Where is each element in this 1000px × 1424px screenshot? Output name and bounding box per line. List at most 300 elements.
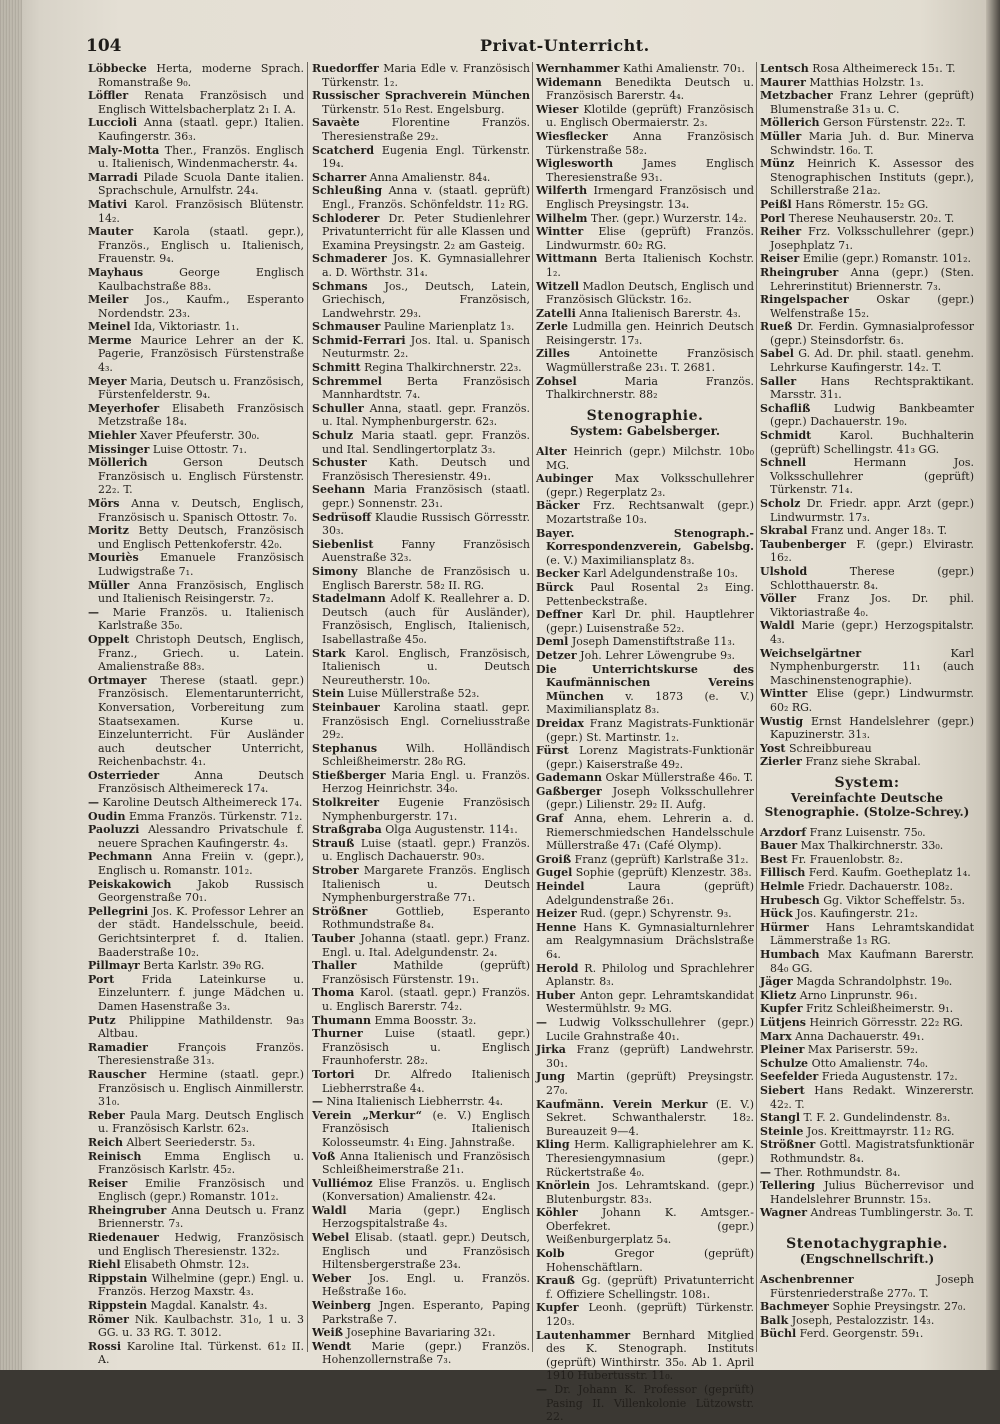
entry-name: Tortori	[312, 1067, 355, 1081]
directory-entry	[536, 921, 754, 962]
directory-entry	[760, 538, 974, 565]
directory-entry	[312, 701, 530, 742]
entry-details: Hans K. Gymnasialturnlehrer am Realgymnasium Drächslstraße 6₄.	[546, 920, 754, 961]
entry-name: Yost	[760, 741, 786, 755]
directory-entry	[312, 796, 530, 823]
directory-entry	[88, 823, 304, 850]
directory-entry	[760, 266, 974, 293]
directory-entry	[760, 894, 974, 908]
entry-name: Widemann	[536, 75, 602, 89]
directory-entry	[88, 769, 304, 796]
directory-entry	[760, 116, 974, 130]
entry-details: Anna Freiin v. (gepr.), Englisch u. Romanstr. 101₂.	[98, 850, 304, 878]
entry-details: Hans Rechtspraktikant. Marsstr. 31₁.	[770, 374, 974, 402]
entry-name: Bürck	[536, 580, 574, 594]
column-1	[88, 62, 305, 1367]
entry-details: Ther. Rothmundstr. 8₄.	[774, 1165, 901, 1179]
entry-details: Franz Lehrer (geprüft) Blumenstraße 31₃ u. C.	[770, 89, 975, 116]
directory-entry	[88, 878, 304, 905]
directory-entry	[760, 1057, 974, 1071]
directory-entry	[536, 989, 754, 1016]
entry-details: Joh. Lehrer Löwengrube 9₃.	[580, 648, 735, 662]
entry-name: Sedrüsoff	[312, 510, 371, 524]
directory-entry	[312, 456, 530, 483]
entry-details: Alessandro Privatschule f. neuere Sprachen Kaufingerstr. 4₃.	[98, 823, 304, 850]
entry-details: Dr. Peter Studienlehrer Privatunterricht für alle Klassen und Examina Preysingstr. 2₂ am Gasteig.	[322, 211, 530, 252]
entry-name: Krauß	[536, 1274, 575, 1288]
directory-entry	[760, 1016, 974, 1030]
entry-details: Eugenia Engl. Türkenstr. 19₄.	[322, 143, 530, 171]
directory-entry	[312, 1095, 530, 1109]
directory-entry	[88, 62, 304, 89]
entry-name: Büchl	[760, 1327, 797, 1341]
entry-details: Klaudie Russisch Görresstr. 30₃.	[322, 510, 531, 538]
directory-entry	[536, 1383, 754, 1424]
entry-name: Möllerich	[88, 456, 148, 470]
entry-details: Anna (gepr.) (Sten. Lehrerinstitut) Briennerstr. 7₃.	[770, 265, 974, 293]
entry-name: Schremmel	[312, 374, 382, 388]
directory-entry	[312, 647, 530, 688]
entry-name: Mörs	[88, 497, 120, 510]
entry-name: Strauß	[312, 836, 355, 850]
entry-name: Stangl	[760, 1111, 801, 1125]
entry-name: Henne	[536, 920, 577, 934]
directory-entry	[760, 429, 974, 456]
entry-details: Franz Magistrats-Funktionär (gepr.) St. Martinstr. 1₂.	[546, 716, 754, 744]
directory-entry	[760, 1030, 974, 1044]
entry-details: (E. V.) Sekret. Schwanthalerstr. 18₂. Bureauzeit 9—4.	[546, 1097, 755, 1138]
entry-details: Jos. Kaufingerstr. 21₂.	[796, 907, 918, 921]
entry-details: Frz. Rechtsanwalt (gepr.) Mozartstraße 10₃.	[546, 499, 754, 526]
directory-entry	[312, 592, 530, 646]
entry-details: Luise Müllerstraße 52₃.	[347, 687, 480, 701]
directory-entry	[536, 1098, 754, 1139]
entry-name: Siebenlist	[312, 537, 374, 551]
directory-entry	[312, 334, 530, 361]
entry-details: F. (gepr.) Elvirastr. 16₂.	[770, 537, 975, 565]
entry-details: Joseph Fürstenriederstraße 277₀. T.	[770, 1273, 974, 1300]
directory-entry	[88, 905, 304, 959]
directory-entry	[760, 989, 974, 1003]
directory-entry	[536, 1274, 754, 1301]
entry-details: Elisabeth Französisch Metzstraße 18₄.	[98, 401, 304, 429]
entry-name: Stephanus	[312, 741, 378, 755]
entry-details: Julius Bücherrevisor und Handelslehrer Brunnstr. 15₃.	[770, 1179, 974, 1206]
directory-entry	[312, 1027, 530, 1068]
section-heading: Stenographie.	[586, 407, 704, 424]
entry-details: Ther. (gepr.) Wurzerstr. 14₂.	[590, 211, 747, 225]
entry-name: Schmid-Ferrari	[312, 333, 406, 347]
entry-name: Müller	[760, 129, 802, 143]
entry-details: Oskar (gepr.) Welfenstraße 15₂.	[770, 293, 974, 320]
entry-name: Riehl	[88, 1258, 121, 1272]
entry-name: Metzbacher	[760, 89, 833, 103]
entry-name: Wiglesworth	[536, 157, 614, 171]
entry-details: Gg. (geprüft) Privatunterricht f. Offiziere Schellingstr. 108₁.	[546, 1274, 755, 1301]
entry-details: Max Thalkirchnerstr. 33₀.	[800, 839, 944, 853]
entry-details: Maria Französ. Thalkirchnerstr. 88₂	[546, 374, 755, 402]
entry-name: Scholz	[760, 497, 801, 510]
entry-name: Tauber	[312, 932, 355, 945]
entry-name: Dreidax	[536, 716, 584, 730]
directory-entry	[88, 606, 304, 633]
entry-name: Weichselgärtner	[760, 646, 862, 660]
directory-entry	[536, 1179, 754, 1206]
directory-entry	[536, 472, 754, 499]
directory-entry	[88, 375, 304, 402]
entry-name: Deffner	[536, 608, 583, 622]
entry-details: Ludmilla gen. Heinrich Deutsch Reisingerstr. 17₃.	[546, 320, 754, 347]
entry-details: Arno Linprunstr. 96₁.	[799, 988, 918, 1002]
directory-entry	[536, 853, 754, 867]
directory-entry	[312, 769, 530, 796]
entry-details: Magda Schrandolphstr. 19₀.	[796, 975, 953, 989]
entry-name: Moritz	[88, 524, 129, 538]
entry-name: Ringelspacher	[760, 293, 849, 307]
directory-entry	[760, 866, 974, 880]
entry-details: Therese (staatl. gepr.) Französisch. Elementarunterricht, Konversation, Vorbereitung zum Staatsexamen. Kurse u. Einzelunterricht. Für Ausländer auch deutscher Unterricht, Reichenbachstr. 4₁.	[98, 673, 304, 769]
entry-details: Frida Lateinkurse u. Einzelunterr. f. junge Mädchen u. Damen Hasenstraße 3₃.	[98, 972, 304, 1013]
directory-entry	[88, 266, 304, 293]
directory-entry	[88, 1014, 304, 1041]
directory-entry	[88, 959, 304, 973]
directory-entry	[312, 402, 530, 429]
entry-name: Zerle	[536, 320, 569, 334]
entry-details: Jos., Kaufm., Esperanto Nordendstr. 23₃.	[98, 293, 304, 320]
entry-name: Zatelli	[536, 306, 576, 320]
directory-entry	[536, 103, 754, 130]
entry-name: Hrubesch	[760, 893, 820, 907]
directory-entry	[760, 948, 974, 975]
directory-entry	[760, 1043, 974, 1057]
directory-entry	[88, 402, 304, 429]
column-2	[312, 62, 531, 1367]
entry-name: Gademann	[536, 771, 602, 785]
entry-details: Bernhard Mitglied des K. Stenograph. Instituts (geprüft) Winthirstr. 35₀. Ab 1. April 1910 Hubertusstr. 11₀.	[546, 1328, 754, 1383]
directory-entry	[536, 785, 754, 812]
entry-details: Fanny Französisch Auenstraße 32₃.	[322, 537, 530, 565]
directory-entry	[312, 864, 530, 905]
directory-entry	[536, 771, 754, 785]
entry-name: Porl	[760, 211, 786, 225]
entry-details: Magdal. Kanalstr. 4₃.	[150, 1299, 268, 1313]
entry-name: Schmitt	[312, 361, 361, 375]
directory-entry	[760, 1138, 974, 1165]
directory-entry	[88, 850, 304, 877]
entry-details: Anna, staatl. gepr. Französ. u. Ital. Nymphenburgerstr. 62₃.	[322, 401, 530, 429]
entry-name: Jung	[536, 1070, 565, 1084]
entry-name: Schulze	[760, 1056, 809, 1070]
entry-name: Helmle	[760, 880, 805, 894]
directory-entry	[760, 89, 974, 116]
directory-entry	[536, 157, 754, 184]
section-subheading: (Engschnellschrift.)	[799, 1252, 935, 1267]
entry-details: Berta Karlstr. 39₀ RG.	[143, 959, 265, 973]
entry-details: Therese Neuhauserstr. 20₂. T.	[788, 211, 955, 225]
directory-entry	[312, 538, 530, 565]
directory-entry	[88, 443, 304, 457]
entry-details: Regina Thalkirchnerstr. 22₃.	[364, 361, 522, 375]
directory-entry	[88, 973, 304, 1014]
entry-details: Franz (geprüft) Karlstraße 31₂.	[574, 852, 749, 866]
entry-name: Ramadier	[88, 1040, 148, 1054]
entry-name: Mativi	[88, 197, 128, 211]
directory-entry	[536, 866, 754, 880]
entry-name: Meiler	[88, 293, 129, 307]
directory-entry	[312, 252, 530, 279]
entry-name: Tellering	[760, 1179, 815, 1193]
entry-name: Marx	[760, 1029, 792, 1043]
entry-name: Löffler	[88, 89, 129, 103]
entry-name: Groiß	[536, 852, 572, 866]
section-spacer	[760, 1220, 974, 1230]
entry-details: Ludwig Bankbeamter (gepr.) Dachauerstr. 19₀.	[770, 401, 974, 429]
entry-name: Jäger	[760, 975, 793, 989]
entry-name: Witzell	[536, 279, 580, 293]
directory-entry	[312, 565, 530, 592]
directory-entry	[760, 853, 974, 867]
entry-details: Johann K. Amtsger.-Oberfekret. (gepr.) Weißenburgerplatz 5₄.	[546, 1206, 754, 1247]
entry-details: Franz Luisenstr. 75₀.	[809, 825, 926, 839]
running-head: Privat-Unterricht.	[480, 36, 650, 55]
entry-name: Rheingruber	[88, 1203, 167, 1217]
entry-name: Schloderer	[312, 211, 380, 225]
entry-details: Karl Nymphenburgerstr. 11₁ (auch Maschinenstenographie).	[770, 646, 974, 687]
entry-details: Gerson Fürstenstr. 22₂. T.	[823, 116, 966, 130]
entry-name: Weinberg	[312, 1299, 371, 1313]
directory-entry	[536, 962, 754, 989]
entry-name: Luccioli	[88, 116, 138, 130]
entry-name: Völler	[760, 592, 797, 606]
entry-name: Siebert	[760, 1083, 805, 1097]
entry-details: Friedr. Dachauerstr. 108₂.	[807, 880, 953, 894]
directory-entry	[760, 921, 974, 948]
directory-entry	[536, 907, 754, 921]
entry-name: Schuster	[312, 456, 367, 470]
entry-name: Straßgraba	[312, 823, 382, 837]
directory-entry	[760, 1111, 974, 1125]
entry-name: Seefelder	[760, 1070, 819, 1084]
directory-entry	[760, 157, 974, 198]
entry-name: Stolkreiter	[312, 796, 380, 810]
directory-entry	[88, 796, 304, 810]
entry-name: Port	[88, 972, 115, 986]
directory-entry	[312, 280, 530, 321]
entry-details: Emma Französ. Türkenstr. 71₂.	[128, 809, 303, 823]
entry-name: Arzdorf	[760, 825, 807, 839]
directory-entry	[312, 1231, 530, 1272]
directory-entry	[88, 198, 304, 225]
entry-name: Fürst	[536, 744, 569, 758]
directory-entry	[760, 320, 974, 347]
entry-details: Elise (gepr.) Lindwurmstr. 60₂ RG.	[770, 687, 975, 714]
entry-name: Bäcker	[536, 499, 580, 513]
entry-name: Wendt	[312, 1339, 352, 1353]
entry-name: Thurner	[312, 1027, 363, 1041]
entry-name: Simony	[312, 564, 358, 578]
directory-entry	[88, 633, 304, 674]
entry-name: Schmans	[312, 279, 368, 293]
entry-details: Irmengard Französisch und Englisch Preysingstr. 13₄.	[546, 184, 754, 211]
entry-name: Wittmann	[536, 252, 598, 266]
entry-name: Pechmann	[88, 850, 153, 864]
entry-details: James Englisch Theresienstraße 93₁.	[546, 157, 754, 184]
entry-name: Bachmeyer	[760, 1300, 829, 1314]
entry-name: Waldl	[760, 619, 795, 633]
directory-entry	[88, 171, 304, 198]
entry-name: Pillmayr	[88, 959, 140, 973]
directory-entry	[760, 456, 974, 497]
directory-entry	[760, 402, 974, 429]
entry-details: Jngen. Esperanto, Paping Parkstraße 7.	[322, 1299, 530, 1326]
entry-details: Hans Römerstr. 15₂ GG.	[795, 197, 929, 211]
entry-details: Anna Italienisch und Französisch Schleißheimerstraße 21₁.	[322, 1149, 530, 1177]
directory-entry	[88, 497, 304, 524]
column-3	[536, 62, 755, 1424]
entry-details: Ferd. Kaufm. Goetheplatz 1₄.	[808, 866, 971, 880]
entry-details: Madlon Deutsch, Englisch und Französisch Glückstr. 16₂.	[546, 279, 754, 307]
entry-name: Die Unterrichtskurse des Kaufmännischen Vereins München	[536, 662, 754, 703]
directory-entry	[536, 635, 754, 649]
directory-entry	[312, 511, 530, 538]
directory-entry	[88, 524, 304, 551]
directory-entry	[536, 184, 754, 211]
directory-entry	[88, 1272, 304, 1299]
directory-entry	[536, 608, 754, 635]
entry-details: Anna Deutsch u. Franz Briennerstr. 7₃.	[98, 1203, 305, 1231]
entry-details: Joseph Volksschullehrer (gepr.) Lilienstr. 29₂ II. Aufg.	[546, 784, 754, 812]
entry-details: Otto Amalienstr. 74₀.	[811, 1056, 929, 1070]
entry-details: Wilhelmine (gepr.) Engl. u. Französ. Herzog Maxstr. 4₃.	[98, 1271, 304, 1299]
entry-details: Rosa Altheimereck 15₁. T.	[812, 62, 956, 75]
entry-name: Römer	[88, 1312, 129, 1326]
entry-name: Schulz	[312, 429, 354, 443]
directory-entry	[536, 649, 754, 663]
directory-entry	[88, 1041, 304, 1068]
entry-details: Anna Deutsch Französisch Altheimereck 17₄.	[98, 768, 304, 796]
entry-details: Gottlieb, Esperanto Rothmundstraße 8₄.	[322, 904, 530, 932]
entry-details: Gottl. Magistratsfunktionär Rothmundstr. 8₄.	[770, 1138, 974, 1165]
entry-details: v. 1873 (e. V.) Maximiliansplatz 8₃.	[546, 689, 754, 717]
entry-details: Christoph Deutsch, Englisch, Franz., Griech. u. Latein. Amalienstraße 88₃.	[98, 632, 304, 674]
entry-name: Seehann	[312, 483, 366, 497]
entry-name: Marradi	[88, 170, 138, 184]
entry-details: Elise Französ. u. Englisch (Konversation) Amalienstr. 42₄.	[322, 1176, 530, 1204]
entry-name: —	[312, 1095, 323, 1109]
directory-entry	[312, 1109, 530, 1150]
entry-details: Hans Redakt. Winzererstr. 42₂. T.	[770, 1083, 975, 1111]
entry-name: Steinbauer	[312, 700, 380, 714]
directory-entry	[536, 252, 754, 279]
directory-entry	[760, 225, 974, 252]
entry-details: Jos., Deutsch, Latein, Griechisch, Französisch, Landwehrstr. 29₃.	[322, 279, 531, 320]
column-4	[760, 62, 974, 1352]
entry-details: Max Kaufmann Barerstr. 84₀ GG.	[770, 948, 975, 975]
entry-details: Hermann Jos. Volksschullehrer (geprüft) Türkenstr. 71₄.	[770, 456, 974, 497]
directory-entry	[760, 1314, 974, 1328]
directory-entry	[536, 375, 754, 402]
entry-details: Eugenie Französisch Nymphenburgerstr. 17₁.	[322, 796, 531, 823]
entry-name: Reber	[88, 1108, 125, 1122]
entry-name: —	[88, 796, 99, 810]
entry-name: Schmidt	[760, 429, 812, 443]
entry-details: Luise (staatl. gepr.) Französisch u. Englisch Fraunhoferstr. 28₂.	[322, 1027, 530, 1068]
directory-entry	[312, 1150, 530, 1177]
entry-details: Gg. Viktor Scheffelstr. 5₃.	[823, 893, 965, 907]
entry-details: Hedwig, Französisch und Englisch Theresienstr. 132₂.	[98, 1231, 304, 1258]
entry-name: Ortmayer	[88, 673, 147, 687]
entry-details: Elise (geprüft) Französ. Lindwurmstr. 60₂ RG.	[546, 225, 754, 252]
entry-name: Mouriès	[88, 551, 139, 565]
entry-name: Strößner	[312, 904, 368, 918]
entry-details: Ferd. Georgenstr. 59₁.	[799, 1327, 924, 1341]
entry-name: Webel	[312, 1231, 350, 1245]
directory-entry	[88, 1177, 304, 1204]
directory-entry	[312, 1204, 530, 1231]
directory-entry	[536, 812, 754, 853]
directory-entry	[760, 907, 974, 921]
entry-name: Mauter	[88, 225, 134, 239]
entry-name: Merme	[88, 333, 132, 347]
directory-entry	[88, 225, 304, 266]
entry-name: Oppelt	[88, 632, 130, 646]
directory-entry	[88, 1109, 304, 1136]
directory-entry	[88, 579, 304, 606]
entry-name: Wagner	[760, 1206, 808, 1220]
entry-details: Nina Italienisch Liebherrstr. 4₄.	[326, 1095, 504, 1109]
entry-name: Best	[760, 852, 788, 866]
directory-entry	[536, 581, 754, 608]
entry-name: Bayer. Stenograph.-Korrespondenzverein, Gabelsbg.	[536, 526, 754, 554]
entry-details: Frieda Augustenstr. 17₂.	[821, 1070, 958, 1084]
entry-name: Becker	[536, 567, 580, 581]
entry-name: Savaète	[312, 116, 360, 130]
entry-details: Ther., Französ. Englisch u. Italienisch, Windenmacherstr. 4₄.	[98, 143, 304, 171]
entry-details: Dr. Friedr. appr. Arzt (gepr.) Lindwurmstr. 17₃.	[770, 497, 974, 524]
entry-name: Lütjens	[760, 1015, 806, 1029]
entry-name: Weiß	[312, 1326, 343, 1340]
directory-entry	[312, 687, 530, 701]
entry-name: Köhler	[536, 1206, 578, 1220]
entry-name: —	[760, 1165, 771, 1179]
entry-details: Türkenstr. 51₀ Rest. Engelsburg.	[322, 102, 505, 116]
entry-details: Dr. Johann K. Professor (geprüft) Pasing II. Villenkolonie Lützowstr. 22.	[546, 1383, 754, 1424]
entry-details: Maria Edle v. Französisch Türkenstr. 1₂.	[322, 62, 531, 89]
directory-entry	[312, 1272, 530, 1299]
entry-details: Jos. Kreittmayrstr. 11₂ RG.	[806, 1124, 955, 1138]
directory-entry	[760, 1273, 974, 1300]
entry-details: Karol. Französisch Blütenstr. 14₂.	[98, 197, 305, 225]
directory-entry	[760, 1125, 974, 1139]
directory-entry	[760, 755, 974, 769]
entry-details: Matthias Holzstr. 1₃.	[809, 75, 924, 89]
entry-details: Franz siehe Skrabal.	[805, 755, 921, 769]
directory-entry	[88, 1068, 304, 1109]
entry-details: Karl Dr. phil. Hauptlehrer (gepr.) Luisenstraße 52₂.	[546, 608, 754, 635]
directory-entry	[760, 1002, 974, 1016]
directory-entry	[312, 837, 530, 864]
entry-name: Meyerhofer	[88, 401, 160, 415]
entry-name: Stießberger	[312, 768, 386, 782]
entry-name: Zohsel	[536, 374, 577, 388]
entry-name: Jirka	[536, 1043, 566, 1057]
directory-entry	[312, 1014, 530, 1028]
entry-details: Laura (geprüft) Adelgundenstraße 26₁.	[546, 880, 754, 907]
entry-name: Mayhaus	[88, 265, 144, 279]
entry-name: Thaller	[312, 959, 357, 973]
entry-name: Scatcherd	[312, 143, 375, 157]
entry-name: Russischer Sprachverein München	[312, 89, 530, 103]
